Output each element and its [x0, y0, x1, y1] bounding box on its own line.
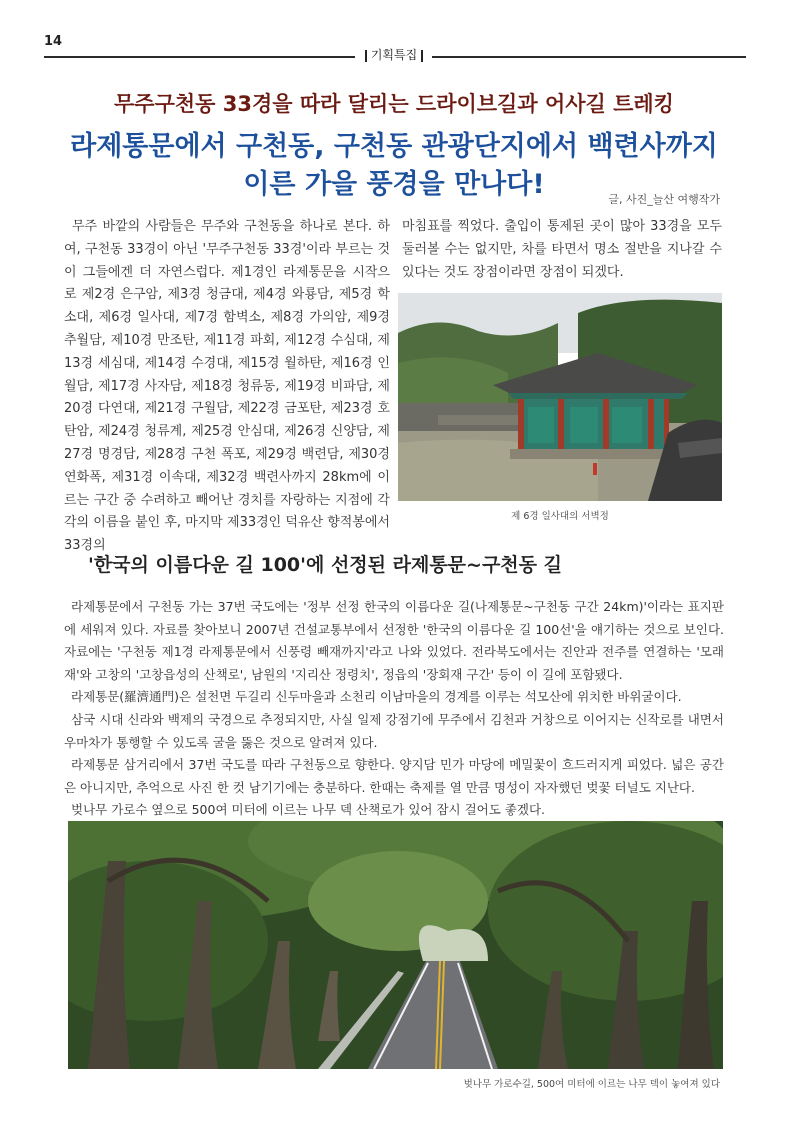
page-number: 14: [44, 34, 63, 49]
tree-road-illustration: [68, 821, 723, 1069]
section-tag: [356, 46, 432, 63]
intro-right-text: 마침표를 찍었다. 출입이 통제된 곳이 많아 33경을 모두 둘러볼 수는 없지만, 차를 타면서 명소 절반을 지나갈 수 있다는 것도 장점이라면 장점이 되겠다.: [402, 219, 722, 280]
pavilion-photo-caption: 제 6경 일사대의 서벽정: [511, 511, 609, 522]
article-body: [64, 596, 724, 822]
article-subtitle: 무주구천동 33경을 따라 달리는 드라이브길과 어사길 트레킹: [114, 92, 674, 116]
section-bar-left: [365, 50, 367, 62]
intro-column-right: [402, 216, 722, 284]
body-paragraph: 라제통문 삼거리에서 37번 국도를 따라 구천동으로 향한다. 양지담 민가 마당에 메밀꽃이 흐드러지게 피었다. 넓은 공간은 아니지만, 추억으로 사진 한 컷 남기기에는 충분하다. 한때는 축제를 열 만큼 명성이 자자했던 벚꽃 터널도 지난다.: [64, 757, 724, 795]
section-label: 기획특집: [370, 48, 418, 62]
header-rule-left: [44, 56, 355, 58]
intro-left-text: 무주 바깥의 사람들은 무주와 구천동을 하나로 본다. 하여, 구천동 33경이 아닌 '무주구천동 33경'이라 부르는 것이 그들에겐 더 자연스럽다. 제1경인 라제통문을 시작으로 제2경 은구암, 제3경 청금대, 제4경 와룡담, 제5경 학소대, 제6경 일사대, 제7경 함벽소, 제8경 가의암, 제9경 추월담, 제10경 만조탄, 제11경 파회, 제12경 수심대, 제13경 세심대, 제14경 수경대, 제15경 월하탄, 제16경 인월담, 제17경 사자담, 제18경 청류동, 제19경 비파담, 제20경 다연대, 제21경 구월담, 제22경 금포탄, 제23경 호탄암, 제24경 청류계, 제25경 안심대, 제26경 신양담, 제27경 명경담, 제28경 구천 폭포, 제29경 백련담, 제30경 연화폭, 제31경 이속대, 제32경 백련사까지 28km에 이르는 구간 중 수려하고 빼어난 경치를 자랑하는 지점에 각각의 이름을 붙인 후, 마지막 제33경인 덕유산 향적봉에서 33경의: [64, 219, 390, 554]
pavilion-illustration: [398, 293, 722, 501]
section-heading: '한국의 이름다운 길 100'에 선정된 라제통문~구천동 길: [88, 554, 562, 576]
header-rule-right: [432, 56, 746, 58]
section-bar-right: [421, 50, 423, 62]
body-paragraph: 삼국 시대 신라와 백제의 국경으로 추정되지만, 사실 일제 강점기에 무주에서 김천과 거창으로 이어지는 신작로를 내면서 우마차가 통행할 수 있도록 굴을 뚫은 것으로 알려져 있다.: [64, 711, 724, 750]
tree-road-photo-caption: 벚나무 가로수길, 500여 미터에 이르는 나무 덱이 놓여져 있다: [463, 1079, 720, 1090]
pavilion-photo: [398, 293, 722, 501]
cherry-tree-road-photo: [68, 821, 723, 1069]
article-title-line2: 이른 가을 풍경을 만나다!: [243, 169, 545, 200]
byline: 글, 사진_늘산 여행작가: [608, 193, 720, 206]
body-paragraph: 라제통문에서 구천동 가는 37번 국도에는 '정부 선정 한국의 이름다운 길(나제통문~구천동 구간 24km)'이라는 표지판에 세워져 있다. 자료를 찾아보니 2007년 건설교통부에서 선정한 '한국의 이름다운 길 100선'을 얘기하는 것으로 보인다. 자료에는 '구천동 제1경 라제통문에서 신풍령 빼재까지'라고 나와 있었다. 전라북도에서는 진안과 전주를 연결하는 '모래재'와 고창의 '고창읍성의 산책로', 남원의 '지리산 정령치', 정읍의 '장회재 구간' 등이 이 길에 포함됐다.: [64, 599, 724, 682]
body-paragraph: 라제통문(羅濟通門)은 설천면 두길리 신두마을과 소천리 이남마을의 경계를 이루는 석모산에 위치한 바위굴이다.: [71, 689, 682, 705]
intro-column-left: [64, 216, 390, 558]
article-title-line1: 라제통문에서 구천동, 구천동 관광단지에서 백련사까지: [70, 131, 718, 162]
body-paragraph: 벚나무 가로수 옆으로 500여 미터에 이르는 나무 덱 산책로가 있어 잠시 걸어도 좋겠다.: [71, 802, 545, 818]
